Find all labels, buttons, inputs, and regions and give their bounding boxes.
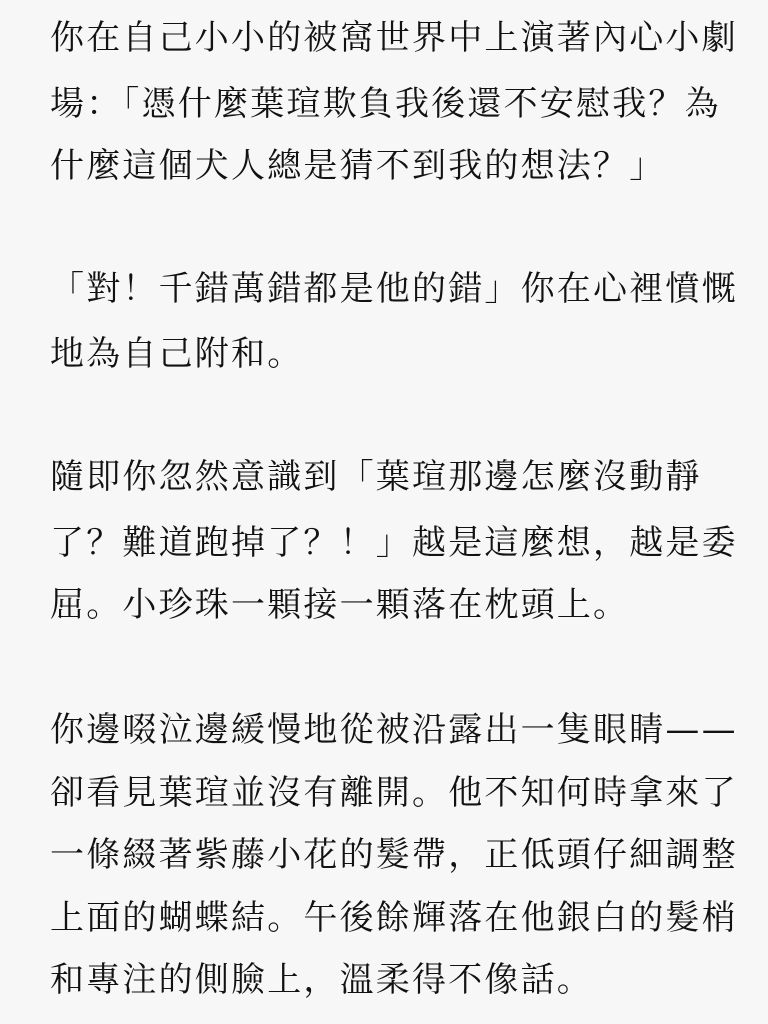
paragraph-2-line-1: 「對！千錯萬錯都是他的錯」你在心裡憤慨 — [50, 269, 738, 309]
paragraph-2-line-2: 地為自己附和。 — [50, 334, 304, 374]
paragraph-4-line-3: 一條綴著紫藤小花的髮帶，正低頭仔細調整 — [50, 835, 738, 875]
paragraph-1-line-1: 你在自己小小的被窩世界中上演著內心小劇 — [50, 18, 738, 58]
paragraph-4-line-5: 和專注的側臉上，溫柔得不像話。 — [50, 960, 593, 1000]
paragraph-4-line-2: 卻看見葉瑄並沒有離開。他不知何時拿來了 — [50, 773, 738, 813]
paragraph-3-line-1: 隨即你忽然意識到「葉瑄那邊怎麼沒動靜 — [50, 457, 702, 497]
paragraph-3-line-3: 屈。小珍珠一顆接一顆落在枕頭上。 — [50, 585, 630, 625]
paragraph-1-line-2: 場：「憑什麼葉瑄欺負我後還不安慰我？為 — [50, 84, 721, 124]
paragraph-4-line-4: 上面的蝴蝶結。午後餘輝落在他銀白的髮梢 — [50, 898, 738, 938]
paragraph-4-line-1: 你邊啜泣邊緩慢地從被沿露出一隻眼睛—— — [50, 710, 738, 750]
paragraph-3-line-2: 了？難道跑掉了？！」越是這麼想，越是委 — [50, 523, 738, 563]
paragraph-1-line-3: 什麼這個犬人總是猜不到我的想法？」 — [50, 146, 666, 186]
